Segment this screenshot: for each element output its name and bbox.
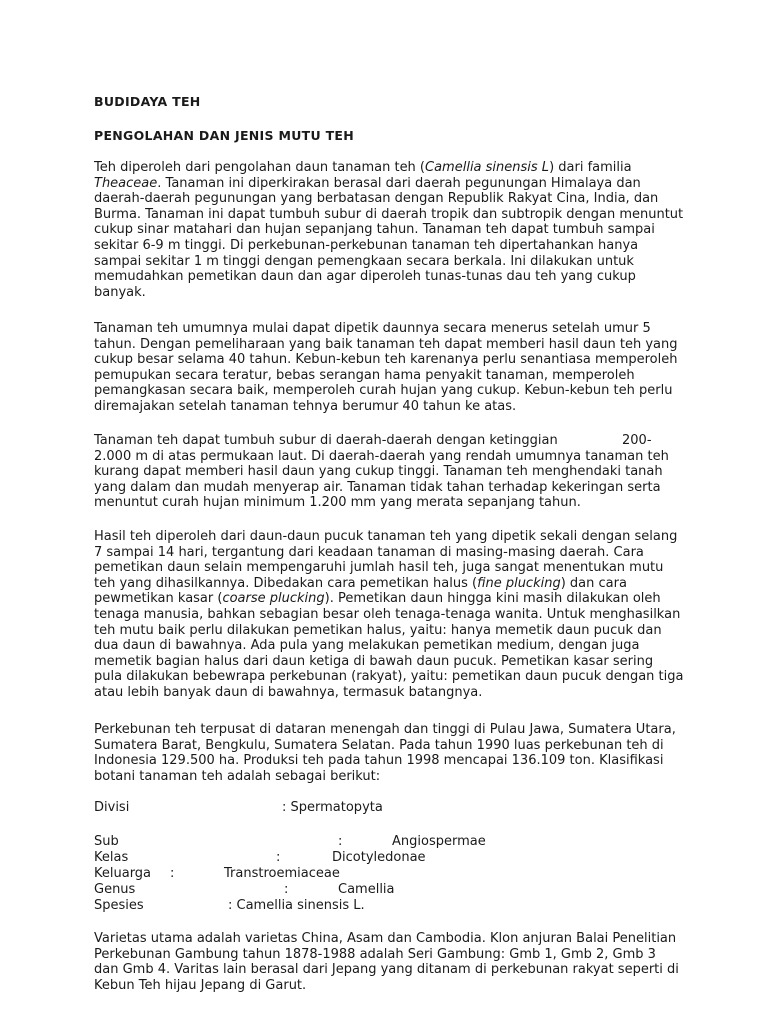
- classification-row: [94, 866, 694, 882]
- p3-first-line: Tanaman teh dapat tumbuh subur di daerah-daerah dengan ketinggian: [94, 433, 558, 448]
- paragraph-2: Tanaman teh umumnya mulai dapat dipetik daunnya secara menerus setelah umur 5 tahun. Dengan pemeliharaan yang baik tanaman teh dapat memberi hasil daun teh yang cukup besar selama 40 tahun. Kebun-kebun teh karenanya perlu senantiasa memperoleh pemupukan secara teratur, bebas serangan hama penyakit tanaman, memperoleh pemangkasan secara baik, memperoleh curah hujan yang cukup. Kebun-kebun teh perlu diremajakan setelah tanaman tehnya berumur 40 tahun ke atas.: [94, 321, 678, 414]
- class-separator: :: [276, 850, 281, 865]
- paragraph-5: Perkebunan teh terpusat di dataran menengah dan tinggi di Pulau Jawa, Sumatera Utara, Sumatera Barat, Bengkulu, Sumatera Selatan. Pada tahun 1990 luas perkebunan teh di Indonesia 129.500 ha. Produksi teh pada tahun 1998 mencapai 136.109 ton. Klasifikasi botani tanaman teh adalah sebagai berikut:: [94, 722, 676, 784]
- p1-latin-name: Camellia sinensis L: [425, 160, 550, 175]
- p1-text-c: . Tanaman ini diperkirakan berasal dari daerah pegunungan Himalaya dan daerah-daerah pegunungan yang berbatasan dengan Republik Rakyat Cina, India, dan Burma. Tanaman ini dapat tumbuh subur di daerah tropik dan subtropik dengan menuntut cukup sinar matahari dan hujan sepanjang tahun. Tanaman teh dapat tumbuh sampai sekitar 6-9 m tinggi. Di perkebunan-perkebunan tanaman teh dipertahankan hanya sampai sekitar 1 m tinggi dengan pemengkaan secara berkala. Ini dilakukan untuk memudahkan pemetikan daun dan agar diperoleh tunas-tunas dau teh yang cukup banyak.: [94, 175, 684, 300]
- class-value: Transtroemiaceae: [224, 866, 340, 881]
- p3-range-start: 200-: [622, 433, 652, 448]
- class-label: Sub: [94, 834, 119, 849]
- class-value: Angiospermae: [392, 834, 486, 849]
- class-value: Camellia: [338, 882, 395, 897]
- document-title: BUDIDAYA TEH: [94, 94, 201, 109]
- paragraph-1: [94, 160, 684, 300]
- p3-rest: 2.000 m di atas permukaan laut. Di daerah-daerah yang rendah umumnya tanaman teh kurang dapat memberi hasil daun yang cukup tinggi. Tanaman teh menghendaki tanah yang dalam dan mudah menyerap air. Tanaman tidak tahan terhadap kekeringan serta menuntut curah hujan minimum 1.200 mm yang merata sepanjang tahun.: [94, 448, 669, 511]
- class-value: : Camellia sinensis L.: [228, 898, 365, 913]
- classification-row: [94, 850, 694, 866]
- p4-text-a: Hasil teh diperoleh dari daun-daun pucuk tanaman teh yang dipetik sekali dengan selang 7 sampai 14 hari, tergantung dari keadaan tanaman di masing-masing daerah. Cara pemetikan daun selain mempengaruhi jumlah hasil teh, juga sangat menentukan mutu teh yang dihasilkannya. Dibedakan cara pemetikan halus (: [94, 529, 678, 591]
- p1-family-name: Theaceae: [94, 175, 158, 191]
- paragraph-3: [94, 433, 684, 511]
- classification-row: [94, 834, 694, 850]
- class-label: Kelas: [94, 850, 129, 865]
- p1-text-b: ) dari familia: [549, 160, 632, 175]
- paragraph-6: Varietas utama adalah varietas China, Asam dan Cambodia. Klon anjuran Balai Penelitian Perkebunan Gambung tahun 1878-1988 adalah Seri Gambung: Gmb 1, Gmb 2, Gmb 3 dan Gmb 4. Varitas lain berasal dari Jepang yang ditanam di perkebunan rakyat seperti di Kebun Teh hijau Jepang di Garut.: [94, 931, 679, 993]
- class-label: Spesies: [94, 898, 144, 913]
- class-label: Genus: [94, 882, 136, 897]
- p4-fine-plucking: fine plucking: [477, 575, 561, 591]
- p4-coarse-plucking: coarse plucking: [222, 591, 325, 607]
- classification-row: [94, 898, 694, 914]
- class-value: : Spermatopyta: [282, 800, 383, 815]
- class-separator: :: [170, 866, 175, 881]
- classification-row: [94, 882, 694, 898]
- class-value: Dicotyledonae: [332, 850, 426, 865]
- p4-text-b: ) dan cara pewmetikan kasar (: [94, 575, 627, 607]
- class-label: Keluarga: [94, 866, 152, 881]
- class-separator: :: [284, 882, 289, 897]
- class-label: Divisi: [94, 800, 130, 815]
- p4-text-c: ). Pemetikan daun hingga kini masih dilakukan oleh tenaga manusia, bahkan sebagian besar oleh tenaga-tenaga wanita. Untuk menghasilkan teh mutu baik perlu dilakukan pemetikan halus, yaitu: hanya memetik daun pucuk dan dua daun di bawahnya. Ada pula yang melakukan pemetikan medium, dengan juga memetik bagian halus dari daun ketiga di bawah daun pucuk. Pemetikan kasar sering pula dilakukan bebewrapa perkebunan (rakyat), yaitu: pemetikan daun pucuk dengan tiga atau lebih banyak daun di bawahnya, termasuk batangnya.: [94, 591, 684, 700]
- class-separator: :: [338, 834, 343, 849]
- paragraph-4: [94, 529, 684, 701]
- p1-text-a: Teh diperoleh dari pengolahan daun tanaman teh (: [94, 160, 426, 175]
- section-heading: PENGOLAHAN DAN JENIS MUTU TEH: [94, 128, 354, 143]
- classification-row: [94, 800, 694, 816]
